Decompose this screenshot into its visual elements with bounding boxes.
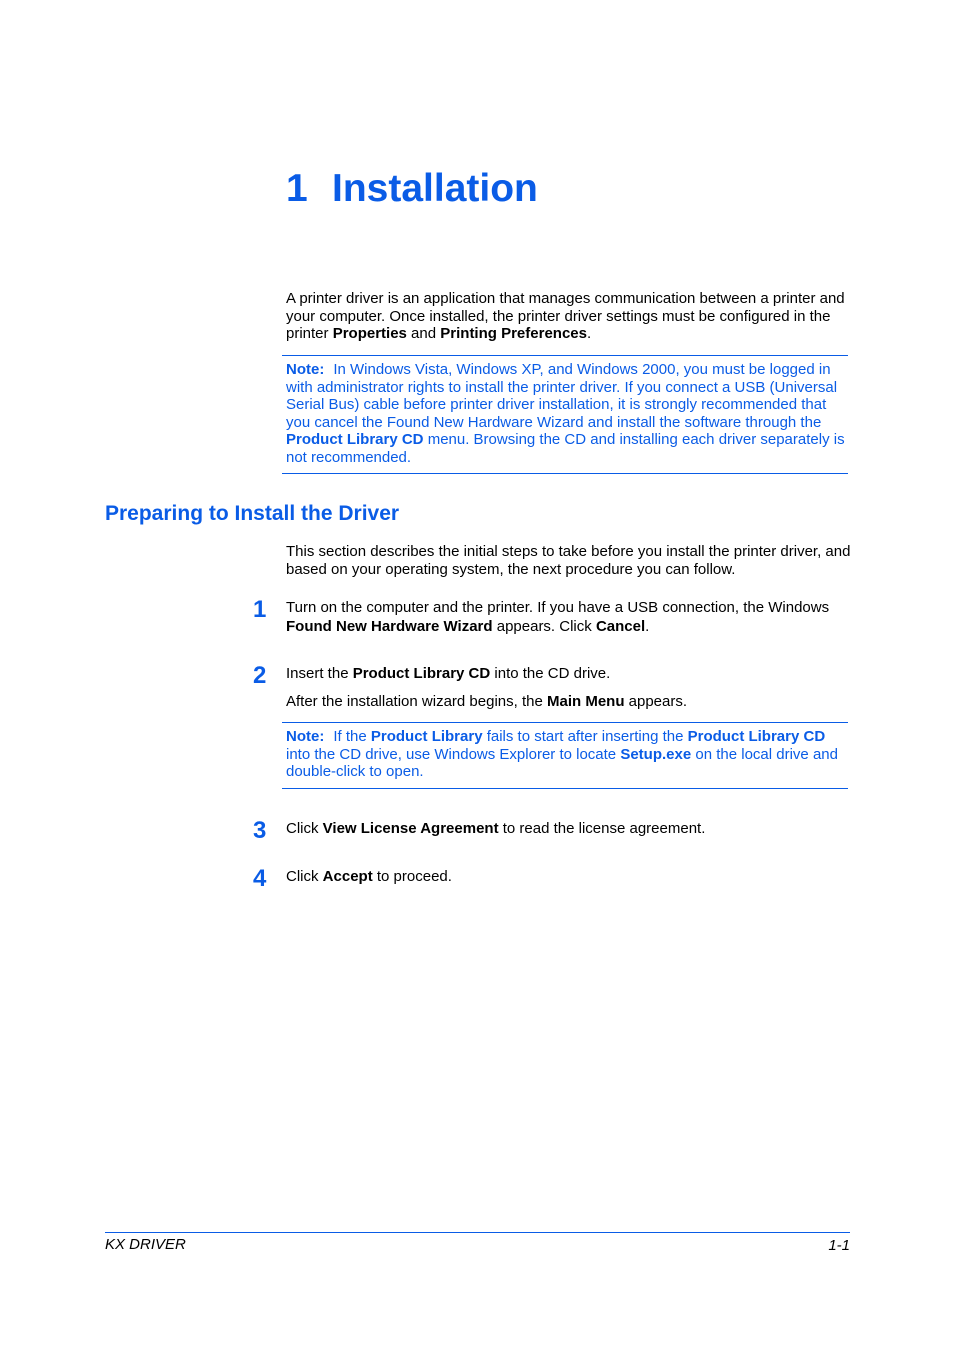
view-license-agreement-term: View License Agreement: [322, 820, 499, 837]
footer-rule: [105, 1232, 850, 1233]
step-2-text: [286, 664, 852, 683]
found-new-hardware-wizard-term: Found New Hardware Wizard: [286, 618, 493, 635]
note-text: [286, 728, 848, 781]
chapter-number: 1: [286, 167, 308, 210]
note-body: If the: [333, 728, 371, 745]
step-text: After the installation wizard begins, the: [286, 693, 547, 710]
step-text: Click: [286, 820, 323, 837]
step-text: to read the license agreement.: [498, 820, 706, 837]
product-library-cd-term: Product Library CD: [286, 431, 424, 449]
admin-rights-note: [282, 355, 848, 474]
step-text: appears.: [624, 693, 688, 710]
note-body: fails to start after inserting the: [482, 728, 688, 745]
section-heading: Preparing to Install the Driver: [105, 502, 400, 525]
step-text: Insert the: [286, 665, 353, 682]
footer-doc-title: KX DRIVER: [105, 1236, 186, 1253]
step-2-subtext: [286, 692, 852, 711]
cancel-term: Cancel: [595, 618, 646, 635]
product-library-note: [282, 722, 848, 789]
accept-term: Accept: [322, 868, 373, 885]
note-body: In Windows Vista, Windows XP, and Windows 2000, you must be logged in with administrator rights to install the printer driver. If you connect a USB (Universal Serial Bus) cable before printer driver installation, it is strongly recommended that you cancel the Found New Hardware Wizard and install the software through the: [286, 361, 838, 431]
step-1-text: [286, 598, 852, 636]
note-body: menu. Browsing the CD and installing each driver separately is not recommended.: [286, 431, 845, 466]
note-body: on the local drive and double-click to open.: [286, 745, 838, 781]
intro-paragraph: [286, 290, 852, 343]
step-text: Turn on the computer and the printer. If you have a USB connection, the Windows: [286, 599, 830, 616]
chapter-title-text: Installation: [332, 167, 538, 210]
main-menu-term: Main Menu: [546, 693, 625, 710]
setup-exe-term: Setup.exe: [620, 745, 692, 763]
step-text: .: [645, 618, 650, 635]
step-text: Click: [286, 868, 323, 885]
step-number-2: 2: [253, 662, 267, 689]
note-text: [286, 361, 848, 467]
step-text: appears. Click: [492, 618, 596, 635]
printing-preferences-term: Printing Preferences: [440, 325, 587, 343]
step-number-3: 3: [253, 817, 267, 844]
step-number-4: 4: [253, 865, 267, 892]
product-library-cd-term: Product Library CD: [352, 665, 491, 682]
intro-text: .: [586, 325, 592, 343]
chapter-title: [286, 164, 538, 214]
note-label: Note:: [286, 361, 325, 378]
step-text: into the CD drive.: [490, 665, 611, 682]
step-3-text: [286, 819, 852, 838]
section-intro: This section describes the initial steps to take before you install the printer driver, and based on your operating system, the next procedure you can follow.: [286, 543, 851, 578]
properties-term: Properties: [332, 325, 407, 343]
step-text: to proceed.: [372, 868, 452, 885]
step-4-text: [286, 867, 852, 886]
intro-text: A printer driver is an application that manages communication between a printer and your computer. Once installed, the printer driver settings must be configured in the printer: [286, 290, 845, 343]
note-body: into the CD drive, use Windows Explorer to locate: [286, 745, 621, 763]
product-library-term: Product Library: [370, 728, 483, 745]
footer-page-number: 1-1: [828, 1237, 850, 1254]
step-number-1: 1: [253, 596, 267, 623]
note-label: Note:: [286, 728, 325, 745]
product-library-cd-term: Product Library CD: [687, 728, 826, 745]
intro-text: and: [406, 325, 441, 343]
